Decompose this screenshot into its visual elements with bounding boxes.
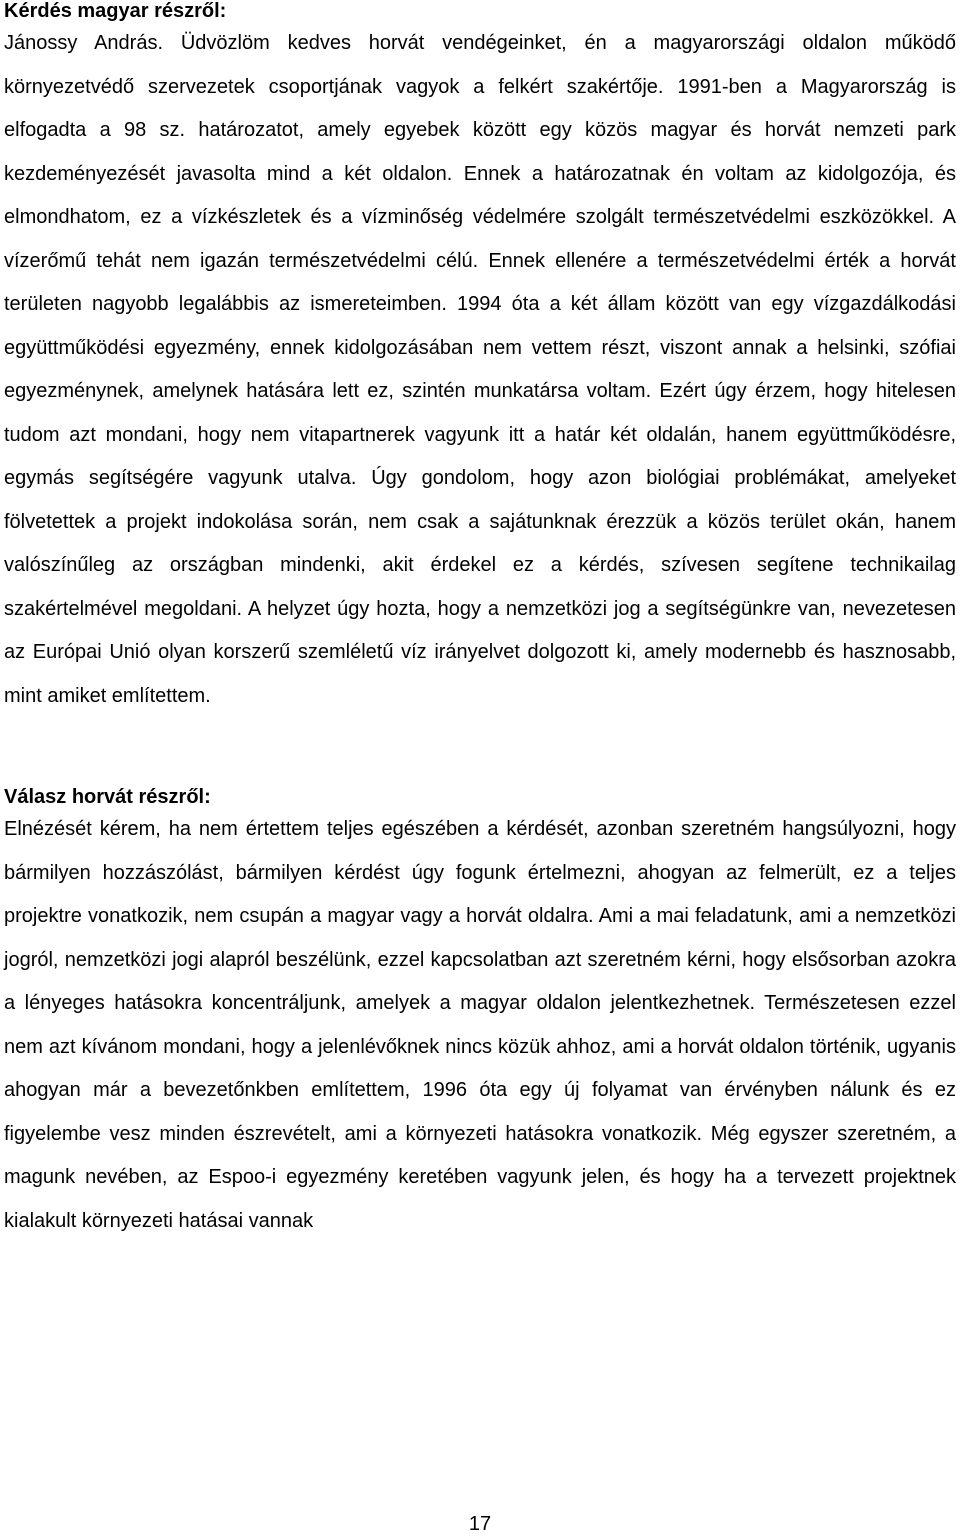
section-spacer xyxy=(4,718,956,786)
question-body xyxy=(4,22,956,718)
question-intro: Jánossy András. Üdvözlöm kedves horvát vendégeinket, én a magyarországi oldalon működő környezetvédő szervezetek csoportjának vagyok a felkért szakértője. 1991-ben a Magyarország is elfogadta a 98 sz. xyxy=(4,32,956,141)
answer-body: Elnézését kérem, ha nem értettem teljes egészében a kérdését, azonban szeretném hangsúlyozni, hogy bármilyen hozzászólást, bármilyen kérdést úgy fogunk értelmezni, ahogyan az felmerült, ez a teljes projektre vonatkozik, nem csupán a magyar vagy a horvát oldalra. Ami a mai feladatunk, ami a nemzetközi jogról, nemzetközi jogi alapról beszélünk, ezzel kapcsolatban azt szeretném kérni, hogy elsősorban azokra a lényeges hatásokra koncentráljunk, amelyek a magyar oldalon jelentkezhetnek. Természetesen ezzel nem azt kívánom mondani, hogy a jelenlévőknek nincs közük ahhoz, ami a horvát oldalon történik, ugyanis ahogyan már a bevezetőnkben említettem, 1996 óta egy új folyamat van érvényben nálunk és ez figyelembe vesz minden észrevételt, ami a környezeti hatásokra vonatkozik. Még egyszer szeretném, a magunk nevében, az Espoo-i egyezmény keretében vagyunk jelen, és hogy ha a tervezett projektnek kialakult környezeti hatásai vannak xyxy=(4,818,956,1232)
answer-section xyxy=(4,786,956,1243)
question-text: határozatot, amely egyebek között egy közös magyar és horvát nemzeti park kezdeményezését javasolta mind a két oldalon. Ennek a határozatnak én voltam az kidolgozója, és elmondhatom, ez a vízkészletek és a vízminőség védelmére szolgált természetvédelmi eszközökkel. A vízerőmű tehát nem igazán természetvédelmi célú. Ennek ellenére a természetvédelmi érték a horvát területen nagyobb legalábbis az ismereteimben. 1994 óta a két állam között van egy vízgazdálkodási együttműködési egyezmény, ennek kidolgozásában nem vettem részt, viszont annak a helsinki, szófiai egyezménynek, amelynek hatására lett ez, szintén munkatársa voltam. Ezért úgy érzem, hogy hitelesen tudom azt mondani, hogy nem vitapartnerek vagyunk itt a határ két oldalán, hanem együttműködésre, egymás segítségére vagyunk utalva. Úgy gondolom, hogy azon biológiai problémákat, amelyeket fölvetettek a projekt indokolása során, nem csak a sajátunknak érezzük a közös terület okán, hanem valószínűleg az országban mindenki, akit érdekel ez a kérdés, szívesen segítene technikailag szakértelmével megoldani. A helyzet úgy hozta, hogy a nemzetközi jog a segítségünkre van, nevezetesen az Európai Unió olyan korszerű szemléletű víz irányelvet dolgozott ki, amely modernebb és hasznosabb, mint amiket említettem. xyxy=(4,119,957,707)
answer-heading: Válasz horvát részről: xyxy=(4,786,211,808)
page-number: 17 xyxy=(468,1513,492,1535)
question-section xyxy=(4,0,956,718)
document-page xyxy=(4,0,956,1243)
question-heading: Kérdés magyar részről: xyxy=(4,0,227,22)
